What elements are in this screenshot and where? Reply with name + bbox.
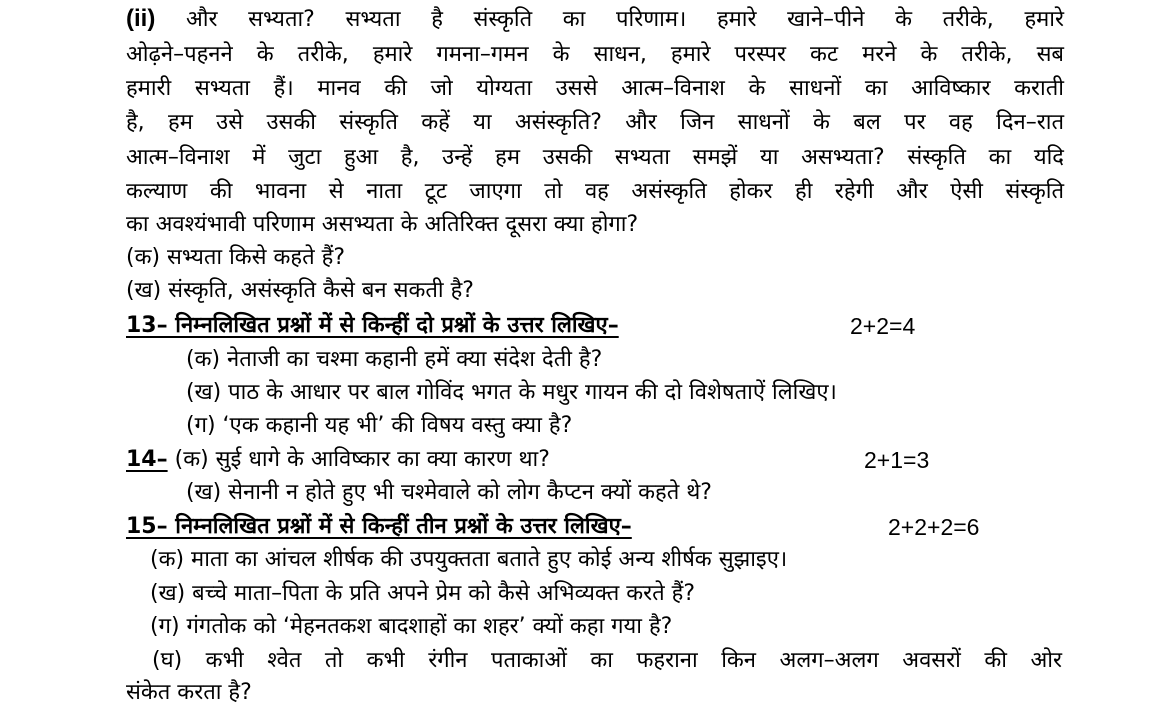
passage-question-ka: (क) सभ्यता किसे कहते हैं? <box>126 245 345 270</box>
q13-heading: 13– निम्नलिखित प्रश्नों में से किन्हीं दो प्रश्नों के उत्तर लिखिए– <box>126 313 619 338</box>
q13-item-kha: (ख) पाठ के आधार पर बाल गोविंद भगत के मधुर गायन की दो विशेषताऐं लिखिए। <box>186 380 837 405</box>
q15-item-gha-line-1: (घ) कभी श्वेत तो कभी रंगीन पताकाओं का फहराना किन अलग–अलग अवसरों की ओर <box>152 648 1062 673</box>
q15-item-gha-line-2: संकेत करता है? <box>126 680 252 705</box>
q15-heading: 15– निम्नलिखित प्रश्नों में से किन्हीं तीन प्रश्नों के उत्तर लिखिए– <box>126 514 632 539</box>
q14-marks: 2+1=3 <box>864 447 930 473</box>
passage-number-label: (ii) <box>126 5 156 32</box>
q15-item-kha: (ख) बच्चे माता–पिता के प्रति अपने प्रेम को कैसे अभिव्यक्त करते हैं? <box>150 581 696 606</box>
q13-item-ga: (ग) ‘एक कहानी यह भी’ की विषय वस्तु क्या है? <box>186 413 573 438</box>
q14-line-1 <box>126 445 550 475</box>
passage-line-7: का अवश्यंभावी परिणाम असभ्यता के अतिरिक्त दूसरा क्या होगा? <box>126 212 639 237</box>
passage-line-4: है, हम उसे उसकी संस्कृति कहें या असंस्कृति? और जिन साधनों के बल पर वह दिन–रात <box>126 110 1064 135</box>
passage-line-2: ओढ़ने–पहनने के तरीके, हमारे गमना–गमन के साधन, हमारे परस्पर कट मरने के तरीके, सब <box>126 42 1064 67</box>
passage-question-kha: (ख) संस्कृति, असंस्कृति कैसे बन सकती है? <box>126 278 474 303</box>
passage-line-5: आत्म–विनाश में जुटा हुआ है, उन्हें हम उसकी सभ्यता समझें या असभ्यता? संस्कृति का यदि <box>126 145 1064 170</box>
q13-marks: 2+2=4 <box>850 313 916 339</box>
q13-item-ka: (क) नेताजी का चश्मा कहानी हमें क्या संदेश देती है? <box>186 347 603 372</box>
passage-line-6: कल्याण की भावना से नाता टूट जाएगा तो वह असंस्कृति होकर ही रहेगी और ऐसी संस्कृति <box>126 179 1064 204</box>
q14-number: 14– <box>126 447 168 472</box>
passage-line-3: हमारी सभ्यता हैं। मानव की जो योग्यता उससे आत्म–विनाश के साधनों का आविष्कार कराती <box>126 76 1064 101</box>
passage-first-line-text: और सभ्यता? सभ्यता है संस्कृति का परिणाम। हमारे खाने–पीने के तरीके, हमारे <box>186 7 1064 32</box>
q14-item-ka: (क) सुई धागे के आविष्कार का क्या कारण था? <box>174 447 550 472</box>
q15-item-ka: (क) माता का आंचल शीर्षक की उपयुक्तता बताते हुए कोई अन्य शीर्षक सुझाइए। <box>150 547 788 572</box>
q15-item-ga: (ग) गंगतोक को ‘मेहनतकश बादशाहों का शहर’ क्यों कहा गया है? <box>150 614 673 639</box>
q15-marks: 2+2+2=6 <box>888 514 980 540</box>
passage-line-1 <box>126 4 1064 34</box>
q14-item-kha: (ख) सेनानी न होते हुए भी चश्मेवाले को लोग कैप्टन क्यों कहते थे? <box>186 480 712 505</box>
